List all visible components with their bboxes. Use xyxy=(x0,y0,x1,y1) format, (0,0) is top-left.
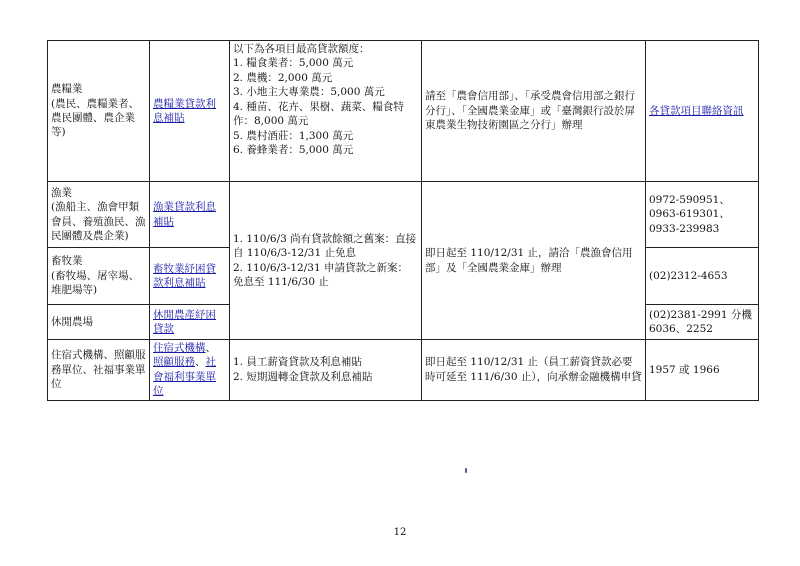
apply-cell xyxy=(422,340,646,401)
page-number: 12 xyxy=(393,527,407,538)
apply-cell xyxy=(422,182,646,340)
program-link-social-welfare[interactable]: 社會福利事業單位 xyxy=(153,356,216,398)
category-text: 住宿式機構、照顧服務單位、社福事業單位 xyxy=(51,349,146,391)
list-item: 2. 110/6/3-12/31 申請貸款之新案：免息至 111/6/30 止 xyxy=(233,261,408,288)
list-item: 4. 種苗、花卉、果樹、蔬菜、糧食特作：8,000 萬元 xyxy=(233,100,404,128)
contact-phone: 1957 或 1966 xyxy=(649,363,720,376)
contact-link-agri[interactable]: 各貸款項目聯絡資訊 xyxy=(649,104,744,117)
category-text: 畜牧業 (畜牧場、屠宰場、堆肥場等) xyxy=(51,255,140,297)
category-cell xyxy=(48,248,150,305)
contact-phone: (02)2381-2991 分機 6036、2252 xyxy=(649,308,752,335)
program-cell xyxy=(150,248,230,305)
category-text: 漁業 (漁船主、漁會甲類會員、養殖漁民、漁民團體及農企業) xyxy=(51,186,146,242)
list-item: 2. 短期週轉金貸款及利息補貼 xyxy=(233,370,373,383)
table-row-agri xyxy=(48,41,759,182)
category-cell xyxy=(48,41,150,182)
category-text: 農糧業 (農民、農糧業者、農民團體、農企業等) xyxy=(51,83,140,139)
table-row-fishery xyxy=(48,182,759,248)
table-row-welfare xyxy=(48,340,759,401)
terms-cell xyxy=(230,340,422,401)
program-link-fishery[interactable]: 漁業貸款利息補貼 xyxy=(153,201,216,228)
limits-cell xyxy=(230,41,422,182)
contact-phones: 0972-590951、 0963-619301、 0933-239983 xyxy=(649,193,730,235)
program-link-agri[interactable]: 農糧業貸款利息補貼 xyxy=(153,97,216,124)
limits-list xyxy=(233,56,418,157)
program-link-leisure[interactable]: 休閒農產紓困貸款 xyxy=(153,308,216,335)
apply-text: 即日起至 110/12/31 止（員工薪資貸款必要時可延至 111/6/30 止），向承辦金融機構申貸 xyxy=(425,356,642,383)
list-item: 6. 養蜂業者：5,000 萬元 xyxy=(233,144,354,157)
terms-list xyxy=(233,355,418,384)
contact-cell xyxy=(646,41,759,182)
apply-cell xyxy=(422,41,646,182)
category-cell xyxy=(48,182,150,248)
loan-table xyxy=(47,40,759,401)
list-item: 5. 農村酒莊：1,300 萬元 xyxy=(233,129,354,142)
contact-cell xyxy=(646,305,759,340)
list-item: 1. 員工薪資貸款及利息補貼 xyxy=(233,356,362,369)
program-link-care[interactable]: 照顧服務 xyxy=(153,356,195,369)
program-cell xyxy=(150,182,230,248)
list-item: 1. 糧食業者：5,000 萬元 xyxy=(233,57,354,70)
list-item: 1. 110/6/3 尚有貸款餘額之舊案：直接自 110/6/3-12/31 止免息 xyxy=(233,232,417,260)
program-separator: 、 xyxy=(205,342,216,354)
apply-text: 請至「農會信用部」、「承受農會信用部之銀行分行」、「全國農業金庫」或「臺灣銀行設於屏東農業生物技術園區之分行」辦理 xyxy=(425,90,635,132)
terms-list xyxy=(233,232,418,290)
scan-speck xyxy=(465,468,467,473)
program-cell xyxy=(150,41,230,182)
contact-cell xyxy=(646,182,759,248)
terms-cell xyxy=(230,182,422,340)
list-item: 2. 農機：2,000 萬元 xyxy=(233,71,333,84)
program-cell xyxy=(150,340,230,401)
category-text: 休閒農場 xyxy=(51,315,93,328)
program-separator: 、 xyxy=(195,356,206,369)
program-cell xyxy=(150,305,230,340)
apply-text: 即日起至 110/12/31 止，請洽「農漁會信用部」及「全國農業金庫」辦理 xyxy=(425,247,633,274)
contact-phone: (02)2312-4653 xyxy=(649,269,728,282)
limits-intro: 以下為各項目最高貸款額度： xyxy=(233,43,370,55)
program-link-livestock[interactable]: 畜牧業紓困貸款利息補貼 xyxy=(153,262,216,289)
contact-cell xyxy=(646,340,759,401)
category-cell xyxy=(48,305,150,340)
contact-cell xyxy=(646,248,759,305)
category-cell xyxy=(48,340,150,401)
list-item: 3. 小地主大專業農：5,000 萬元 xyxy=(233,86,385,99)
program-link-residential[interactable]: 住宿式機構 xyxy=(153,342,206,354)
